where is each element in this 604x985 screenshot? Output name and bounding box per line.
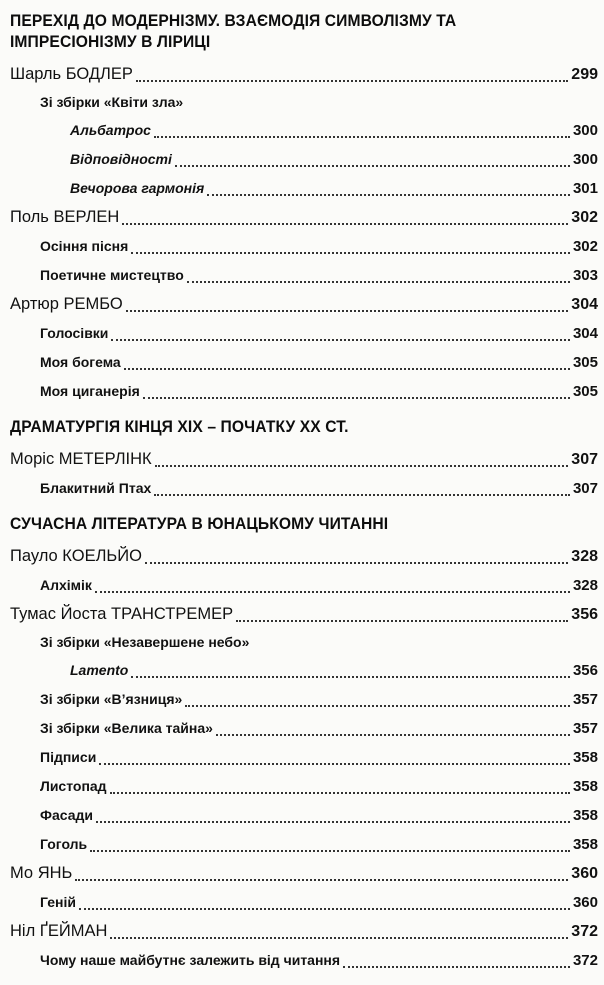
toc-work-entry[interactable] — [10, 232, 598, 261]
entry-title: Поетичне мистецтво — [40, 267, 184, 283]
entry-title: Зі збірки «В’язниця» — [40, 691, 183, 707]
page-number: 356 — [571, 606, 598, 623]
dot-leader — [143, 396, 570, 399]
toc-author-entry[interactable] — [10, 290, 598, 319]
toc-work-entry[interactable] — [10, 319, 598, 348]
page-number: 305 — [572, 354, 598, 371]
toc-work-entry[interactable] — [10, 571, 598, 600]
page-number: 358 — [572, 807, 598, 824]
dot-leader — [111, 338, 570, 341]
entry-title: Гоголь — [40, 836, 88, 852]
page-number: 307 — [572, 480, 598, 497]
dot-leader — [236, 619, 568, 622]
page-number: 360 — [571, 865, 598, 882]
page-number: 304 — [572, 325, 598, 342]
toc-section — [10, 416, 598, 503]
entry-title: Вечорова гармонія — [70, 180, 205, 196]
toc-work-entry[interactable] — [10, 685, 598, 714]
dot-leader — [185, 704, 570, 707]
dot-leader — [154, 493, 570, 496]
page-number: 301 — [572, 180, 598, 197]
section-heading: ДРАМАТУРГІЯ КІНЦЯ XIX – ПОЧАТКУ XX СТ. — [10, 417, 349, 436]
dot-leader — [187, 280, 570, 283]
entry-title: Шарль БОДЛЕР — [10, 65, 133, 83]
entry-title: Lamento — [70, 662, 129, 678]
toc-work-entry[interactable] — [10, 474, 598, 503]
dot-leader — [110, 791, 570, 794]
toc-subwork-entry[interactable] — [10, 174, 598, 203]
dot-leader — [126, 309, 569, 312]
entry-title: Блакитний Птах — [40, 480, 152, 496]
entry-title: Голосівки — [40, 325, 109, 341]
page-number: 358 — [572, 836, 598, 853]
dot-leader — [90, 849, 570, 852]
dot-leader — [122, 222, 568, 225]
page-number: 357 — [572, 691, 598, 708]
dot-leader — [96, 820, 570, 823]
page-number: 299 — [571, 66, 598, 83]
page-number: 372 — [571, 923, 598, 940]
page-number: 302 — [572, 238, 598, 255]
entry-title: Фасади — [40, 807, 93, 823]
entry-title: Моя циганерія — [40, 383, 140, 399]
entry-title: Листопад — [40, 778, 107, 794]
toc-subwork-entry[interactable] — [10, 656, 598, 685]
table-of-contents — [10, 6, 598, 985]
entry-title: Моріс МЕТЕРЛІНК — [10, 450, 152, 468]
toc-work-entry[interactable] — [10, 772, 598, 801]
page-number: 357 — [572, 720, 598, 737]
dot-leader — [99, 762, 570, 765]
page-number: 372 — [572, 952, 598, 969]
entry-title: Осіння пісня — [40, 238, 129, 254]
toc-work-entry[interactable] — [10, 629, 598, 656]
toc-author-entry[interactable] — [10, 542, 598, 571]
dot-leader — [110, 936, 568, 939]
entry-title: Геній — [40, 894, 76, 910]
page-number: 302 — [571, 209, 598, 226]
page-number: 328 — [571, 548, 598, 565]
toc-work-entry[interactable] — [10, 261, 598, 290]
toc-author-entry[interactable] — [10, 445, 598, 474]
page-number: 305 — [572, 383, 598, 400]
dot-leader — [75, 878, 568, 881]
toc-author-entry[interactable] — [10, 917, 598, 946]
entry-title: Відповідності — [70, 151, 172, 167]
dot-leader — [131, 251, 570, 254]
entry-title: Зі збірки «Велика тайна» — [40, 720, 213, 736]
toc-author-entry[interactable] — [10, 203, 598, 232]
entry-title: Моя богема — [40, 354, 121, 370]
page-number: 356 — [572, 662, 598, 679]
dot-leader — [136, 79, 568, 82]
toc-author-entry[interactable] — [10, 859, 598, 888]
entry-title: Мо ЯНЬ — [10, 864, 73, 882]
entry-title: Ніл ҐЕЙМАН — [10, 922, 108, 940]
page-number: 328 — [572, 577, 598, 594]
page-number: 300 — [572, 151, 598, 168]
dot-leader — [343, 965, 570, 968]
page-number: 358 — [572, 749, 598, 766]
page-number: 303 — [572, 267, 598, 284]
dot-leader — [154, 135, 570, 138]
dot-leader — [155, 464, 569, 467]
page-number: 304 — [571, 296, 598, 313]
toc-work-entry[interactable] — [10, 801, 598, 830]
entry-title: Підписи — [40, 749, 97, 765]
section-heading: СУЧАСНА ЛІТЕРАТУРА В ЮНАЦЬКОМУ ЧИТАННІ — [10, 514, 389, 533]
toc-author-entry[interactable] — [10, 600, 598, 629]
toc-work-entry[interactable] — [10, 946, 598, 975]
entry-title: Альбатрос — [70, 122, 151, 138]
entry-title: Тумас Йоста ТРАНСТРЕМЕР — [10, 605, 234, 623]
toc-work-entry[interactable] — [10, 743, 598, 772]
toc-section — [10, 513, 598, 975]
toc-work-entry[interactable] — [10, 888, 598, 917]
section-heading: ПЕРЕХІД ДО МОДЕРНІЗМУ. ВЗАЄМОДІЯ СИМВОЛІЗМУ ТА ІМПРЕСІОНІЗМУ В ЛІРИЦІ — [10, 11, 457, 51]
toc-author-entry[interactable] — [10, 60, 598, 89]
entry-title: Алхімік — [40, 577, 92, 593]
page-number: 358 — [572, 778, 598, 795]
page-number: 300 — [572, 122, 598, 139]
dot-leader — [175, 164, 570, 167]
dot-leader — [131, 675, 570, 678]
dot-leader — [145, 561, 568, 564]
entry-title: Пауло КОЕЛЬЙО — [10, 547, 142, 565]
page-number: 360 — [572, 894, 598, 911]
dot-leader — [79, 907, 570, 910]
toc-subwork-entry[interactable] — [10, 116, 598, 145]
entry-title: Поль ВЕРЛЕН — [10, 208, 120, 226]
dot-leader — [95, 590, 570, 593]
page-number: 307 — [571, 451, 598, 468]
dot-leader — [216, 733, 570, 736]
toc-work-entry[interactable] — [10, 830, 598, 859]
entry-title: Зі збірки «Квіти зла» — [40, 94, 184, 110]
toc-work-entry[interactable] — [10, 714, 598, 743]
toc-subwork-entry[interactable] — [10, 145, 598, 174]
dot-leader — [207, 193, 570, 196]
entry-title: Артюр РЕМБО — [10, 295, 123, 313]
toc-work-entry[interactable] — [10, 348, 598, 377]
toc-work-entry[interactable] — [10, 377, 598, 406]
toc-section — [10, 10, 598, 406]
toc-work-entry[interactable] — [10, 89, 598, 116]
dot-leader — [124, 367, 570, 370]
entry-title: Зі збірки «Незавершене небо» — [40, 634, 250, 650]
entry-title: Чому наше майбутнє залежить від читання — [40, 952, 341, 968]
